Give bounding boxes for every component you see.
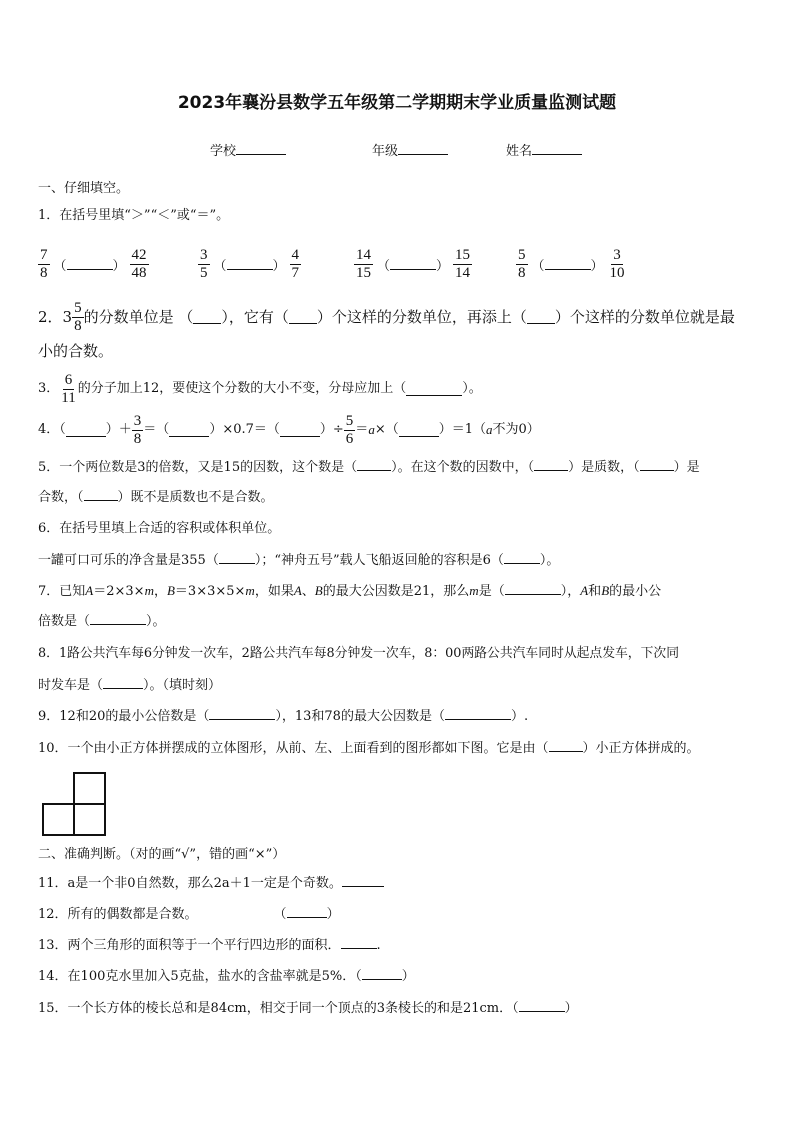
question-15: 15．一个长方体的棱长总和是84cm，相交于同一个顶点的3条棱长的和是21cm．（ ） xyxy=(38,1001,578,1016)
question-6-line: 一罐可口可乐的净含量是355（ ）；“神舟五号”载人飞船返回舱的容积是6（ ）。 xyxy=(38,553,560,568)
fraction: $\frac{14}{15}$ xyxy=(356,246,371,281)
fraction: $\frac{5}{8}$ xyxy=(74,299,82,334)
school-field xyxy=(210,140,286,159)
answer-blank[interactable] xyxy=(640,458,674,471)
name-label: 姓名 xyxy=(506,144,533,159)
answer-blank[interactable] xyxy=(280,424,320,437)
fraction: $\frac{3}{8}$ xyxy=(133,412,142,447)
fraction: $\frac{5}{6}$ xyxy=(345,412,354,447)
q1-pair-3 xyxy=(354,242,472,286)
fraction: $\frac{3}{5}$ xyxy=(200,246,208,281)
grade-blank[interactable] xyxy=(398,142,448,155)
question-1-text: 1．在括号里填“＞”“＜”或“＝”。 xyxy=(38,208,230,223)
school-label: 学校 xyxy=(210,144,237,159)
answer-paren[interactable]: （ ） xyxy=(213,258,286,274)
answer-blank[interactable] xyxy=(357,458,391,471)
answer-blank[interactable] xyxy=(289,311,317,324)
answer-blank[interactable] xyxy=(103,676,143,689)
question-12: 12．所有的偶数都是合数。 （ ） xyxy=(38,907,340,922)
name-blank[interactable] xyxy=(532,142,582,155)
question-5-line2: 合数，（ ）既不是质数也不是合数。 xyxy=(38,490,274,505)
fraction: $\frac{15}{14}$ xyxy=(455,246,471,281)
answer-blank[interactable] xyxy=(527,311,555,324)
q1-pair-1 xyxy=(38,242,149,286)
fraction: $\frac{5}{8}$ xyxy=(518,246,526,281)
answer-blank[interactable] xyxy=(505,582,561,595)
answer-blank[interactable] xyxy=(90,612,146,625)
question-5: 5．一个两位数是3的倍数，又是15的因数，这个数是（ ）。在这个数的因数中，（ ）是质数，（ ）是 xyxy=(38,460,700,475)
answer-blank[interactable] xyxy=(209,707,275,720)
fraction: $\frac{4}{7}$ xyxy=(291,246,300,281)
fraction: $\frac{7}{8}$ xyxy=(40,246,48,281)
answer-blank[interactable] xyxy=(84,488,118,501)
answer-blank[interactable] xyxy=(287,905,327,918)
question-13: 13．两个三角形的面积等于一个平行四边形的面积． . xyxy=(38,938,381,953)
question-7: 7．已知A＝2×3×m，B＝3×3×5×m，如果A、B的最大公因数是21，那么m是（ ），A和B的最小公 xyxy=(38,583,662,599)
square-top xyxy=(73,772,106,805)
answer-blank[interactable] xyxy=(169,424,209,437)
fraction: $\frac{3}{10}$ xyxy=(609,246,625,281)
question-14: 14．在100克水里加入5克盐，盐水的含盐率就是5%．（ ） xyxy=(38,969,415,984)
school-blank[interactable] xyxy=(236,142,286,155)
question-10: 10．一个由小正方体拼摆成的立体图形，从前、左、上面看到的图形都如下图。它是由（ ）小正方体拼成的。 xyxy=(38,741,700,756)
answer-blank[interactable] xyxy=(519,999,565,1012)
grade-field xyxy=(372,140,448,159)
answer-blank[interactable] xyxy=(362,967,402,980)
question-6-text: 6．在括号里填上合适的容积或体积单位。 xyxy=(38,521,281,536)
question-8-line2: 时发车是（ ）。（填时刻） xyxy=(38,678,222,693)
question-2-line2: 小的合数。 xyxy=(38,342,114,360)
answer-blank[interactable] xyxy=(66,424,106,437)
answer-blank[interactable] xyxy=(445,707,511,720)
section-heading-1: 一、仔细填空。 xyxy=(38,181,130,196)
q1-pair-4 xyxy=(516,242,627,286)
fraction: $\frac{42}{48}$ xyxy=(131,246,147,281)
answer-blank[interactable] xyxy=(341,936,377,949)
question-2: 2． 3 $\frac{5}{8}$ 的分数单位是 （ ），它有（ ）个这样的分数单位，再添上（ ）个这样的分数单位就是最 xyxy=(38,299,735,334)
answer-blank[interactable] xyxy=(193,311,221,324)
question-11: 11．a是一个非0自然数，那么2a＋1一定是个奇数。 xyxy=(38,874,384,893)
answer-blank[interactable] xyxy=(406,383,462,396)
q1-pair-2 xyxy=(198,242,301,286)
name-field xyxy=(506,140,582,159)
question-9: 9．12和20的最小公倍数是（ ），13和78的最大公因数是（ ）. xyxy=(38,709,529,724)
answer-blank[interactable] xyxy=(504,551,540,564)
question-7-line2: 倍数是（ ）。 xyxy=(38,614,166,629)
answer-blank[interactable] xyxy=(399,424,439,437)
square-bottom-right xyxy=(73,803,106,836)
answer-blank[interactable] xyxy=(219,551,255,564)
answer-paren[interactable]: （ ） xyxy=(377,258,450,274)
grade-label: 年级 xyxy=(372,144,399,159)
page-title: 2023年襄汾县数学五年级第二学期期末学业质量监测试题 xyxy=(177,93,617,113)
answer-blank[interactable] xyxy=(534,458,568,471)
section-heading-2: 二、准确判断。（对的画“√”，错的画“×”） xyxy=(38,847,286,862)
cube-view-figure xyxy=(42,772,108,836)
answer-paren[interactable]: （ ） xyxy=(531,258,604,274)
answer-blank[interactable] xyxy=(342,874,384,887)
fraction: $\frac{6}{11}$ xyxy=(61,371,76,406)
square-bottom-left xyxy=(42,803,75,836)
question-8: 8．1路公共汽车每6分钟发一次车，2路公共汽车每8分钟发一次车，8：00两路公共汽车同时从起点发车，下次同 xyxy=(38,646,679,661)
question-4: 4．（ ）＋ $\frac{3}{8}$ ＝（ ）×0.7＝（ ）÷ $\frac{5}{6}$ ＝ a ×（ ）＝1（ a 不为0） xyxy=(38,412,540,447)
answer-paren[interactable]: （ ） xyxy=(53,258,126,274)
answer-blank[interactable] xyxy=(549,739,583,752)
question-3: 3． $\frac{6}{11}$ 的分子加上12，要使这个分数的大小不变，分母应加上（ ）。 xyxy=(38,371,482,406)
